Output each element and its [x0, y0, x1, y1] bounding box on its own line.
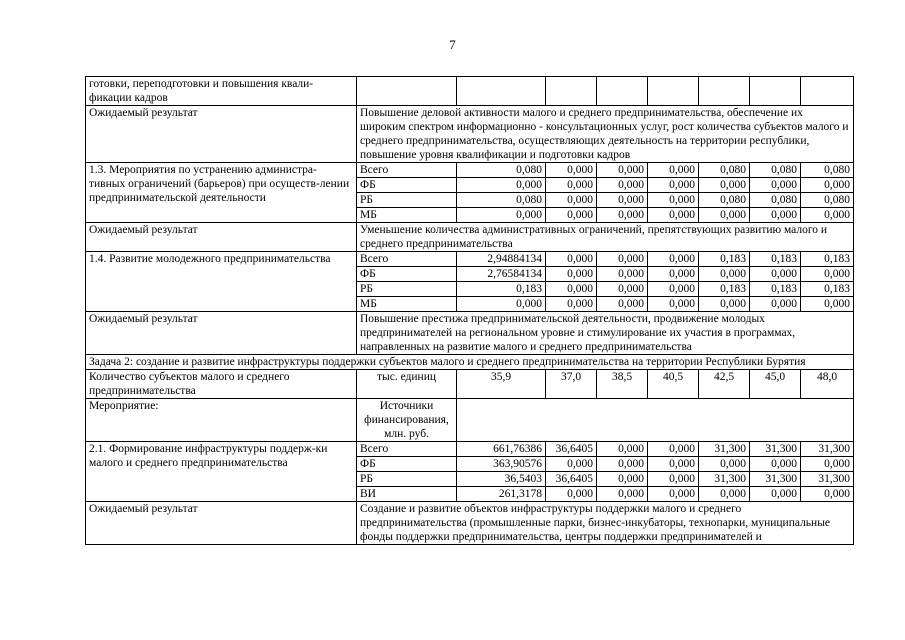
funding-sources-header: Источники финансирования, млн. руб.	[357, 399, 457, 442]
funding-value: 0,000	[546, 163, 597, 178]
funding-value: 0,000	[648, 457, 699, 472]
funding-total: 0,000	[457, 208, 546, 223]
table-row	[86, 312, 854, 355]
funding-total: 363,90576	[457, 457, 546, 472]
funding-value: 0,000	[648, 282, 699, 297]
funding-source: Всего	[357, 252, 457, 267]
funding-total: 2,76584134	[457, 267, 546, 282]
funding-value: 0,000	[546, 457, 597, 472]
indicator-label: Количество субъектов малого и среднего предпринимательства	[86, 370, 357, 399]
funding-total: 0,000	[457, 178, 546, 193]
page-number: 7	[449, 37, 456, 52]
funding-value: 0,183	[699, 282, 750, 297]
expected-result-label: Ожидаемый результат	[86, 312, 357, 355]
program-table	[85, 76, 854, 545]
funding-value: 0,183	[750, 282, 801, 297]
funding-value: 0,000	[597, 163, 648, 178]
funding-source: ФБ	[357, 267, 457, 282]
funding-source: ВИ	[357, 487, 457, 502]
funding-value: 0,000	[648, 252, 699, 267]
funding-source: ФБ	[357, 457, 457, 472]
funding-value: 0,000	[801, 267, 854, 282]
funding-value: 0,080	[801, 193, 854, 208]
funding-source: МБ	[357, 208, 457, 223]
table-row	[86, 252, 854, 267]
funding-value: 0,000	[750, 267, 801, 282]
table-row	[86, 399, 854, 442]
funding-value: 36,6405	[546, 472, 597, 487]
expected-result-text: Уменьшение количества административных ограничений, препятствующих развитию малого и среднего предпринимательства	[357, 223, 854, 252]
funding-value: 0,080	[750, 193, 801, 208]
table-row	[86, 77, 854, 106]
funding-value: 0,000	[597, 282, 648, 297]
table-row	[86, 223, 854, 252]
funding-source: РБ	[357, 472, 457, 487]
indicator-value: 48,0	[801, 370, 854, 399]
funding-value: 0,000	[648, 297, 699, 312]
funding-value: 31,300	[699, 442, 750, 457]
funding-value: 0,000	[546, 267, 597, 282]
funding-value: 0,000	[597, 178, 648, 193]
funding-source: Всего	[357, 442, 457, 457]
funding-value: 0,000	[750, 208, 801, 223]
funding-value: 0,000	[648, 442, 699, 457]
table-row	[86, 163, 854, 178]
expected-result-text: Повышение престижа предпринимательской деятельности, продвижение молодых предпринимателей на региональном уровне и стимулирование их участия в программах, направленных на развитие малого и среднего предпринимательства	[357, 312, 854, 355]
expected-result-label: Ожидаемый результат	[86, 223, 357, 252]
funding-value: 0,000	[597, 267, 648, 282]
funding-value: 31,300	[699, 472, 750, 487]
funding-total: 0,080	[457, 163, 546, 178]
expected-result-text: Повышение деловой активности малого и среднего предпринимательства, обеспечение их широким спектром информационно - консультационных услуг, рост количества субъектов малого и среднего предпринимательства, осуществляющих деятельность на территории республики, повышение уровня квалификации и подготовки кадров	[357, 106, 854, 163]
table-row	[86, 442, 854, 457]
funding-total: 0,080	[457, 193, 546, 208]
funding-total: 2,94884134	[457, 252, 546, 267]
funding-value: 31,300	[750, 472, 801, 487]
funding-value: 0,000	[699, 487, 750, 502]
funding-value: 0,183	[750, 252, 801, 267]
funding-value: 0,000	[801, 297, 854, 312]
funding-total: 36,5403	[457, 472, 546, 487]
funding-source: МБ	[357, 297, 457, 312]
row-label: готовки, переподготовки и повышения квали-фикации кадров	[86, 77, 357, 106]
funding-total: 0,000	[457, 297, 546, 312]
funding-value: 0,000	[801, 487, 854, 502]
funding-value: 0,000	[546, 208, 597, 223]
table-row	[86, 502, 854, 545]
funding-value: 0,000	[801, 208, 854, 223]
funding-value: 36,6405	[546, 442, 597, 457]
expected-result-label: Ожидаемый результат	[86, 502, 357, 545]
activity-label: 2.1. Формирование инфраструктуры поддерж-ки малого и среднего предпринимательства	[86, 442, 357, 502]
funding-value: 0,000	[648, 163, 699, 178]
funding-value: 0,000	[546, 252, 597, 267]
indicator-value: 42,5	[699, 370, 750, 399]
funding-value: 31,300	[801, 442, 854, 457]
funding-value: 0,183	[801, 252, 854, 267]
empty-cell	[457, 399, 854, 442]
indicator-value: 37,0	[546, 370, 597, 399]
funding-source: РБ	[357, 282, 457, 297]
table-row	[86, 355, 854, 370]
funding-value: 0,000	[546, 282, 597, 297]
funding-value: 0,080	[699, 163, 750, 178]
funding-source: РБ	[357, 193, 457, 208]
funding-value: 0,000	[546, 178, 597, 193]
funding-value: 0,080	[750, 163, 801, 178]
indicator-value: 38,5	[597, 370, 648, 399]
funding-value: 0,000	[801, 178, 854, 193]
expected-result-label: Ожидаемый результат	[86, 106, 357, 163]
funding-value: 31,300	[750, 442, 801, 457]
funding-value: 0,000	[699, 457, 750, 472]
funding-value: 0,000	[597, 252, 648, 267]
activity-label: 1.4. Развитие молодежного предпринимательства	[86, 252, 357, 312]
funding-value: 0,000	[750, 457, 801, 472]
funding-value: 0,000	[750, 487, 801, 502]
funding-value: 0,000	[597, 442, 648, 457]
funding-value: 0,000	[597, 487, 648, 502]
funding-value: 0,080	[699, 193, 750, 208]
funding-value: 0,000	[750, 297, 801, 312]
funding-value: 0,000	[801, 457, 854, 472]
indicator-value: 45,0	[750, 370, 801, 399]
funding-value: 0,000	[699, 208, 750, 223]
table-row	[86, 370, 854, 399]
funding-source: Всего	[357, 163, 457, 178]
funding-total: 261,3178	[457, 487, 546, 502]
funding-value: 0,000	[597, 208, 648, 223]
funding-value: 0,183	[699, 252, 750, 267]
funding-value: 0,000	[648, 193, 699, 208]
funding-value: 0,000	[648, 472, 699, 487]
event-label: Мероприятие:	[86, 399, 357, 442]
funding-value: 0,000	[648, 178, 699, 193]
funding-total: 0,183	[457, 282, 546, 297]
indicator-unit: тыс. единиц	[357, 370, 457, 399]
funding-value: 0,183	[801, 282, 854, 297]
indicator-value: 35,9	[457, 370, 546, 399]
funding-value: 0,000	[597, 457, 648, 472]
funding-value: 0,000	[699, 178, 750, 193]
funding-value: 0,000	[648, 487, 699, 502]
funding-value: 0,080	[801, 163, 854, 178]
funding-value: 0,000	[546, 193, 597, 208]
funding-value: 0,000	[750, 178, 801, 193]
task-heading: Задача 2: создание и развитие инфраструктуры поддержки субъектов малого и среднего предпринимательства на территории Республики Бурятия	[86, 355, 854, 370]
funding-value: 0,000	[546, 297, 597, 312]
indicator-value: 40,5	[648, 370, 699, 399]
funding-value: 0,000	[597, 472, 648, 487]
funding-value: 0,000	[648, 208, 699, 223]
table-row	[86, 106, 854, 163]
funding-value: 0,000	[648, 267, 699, 282]
funding-value: 0,000	[546, 487, 597, 502]
funding-value: 31,300	[801, 472, 854, 487]
funding-value: 0,000	[699, 297, 750, 312]
funding-value: 0,000	[597, 193, 648, 208]
funding-value: 0,000	[699, 267, 750, 282]
activity-label: 1.3. Мероприятия по устранению администра-тивных ограничений (барьеров) при осуществ-лении предпринимательской деятельности	[86, 163, 357, 223]
funding-total: 661,76386	[457, 442, 546, 457]
funding-value: 0,000	[597, 297, 648, 312]
expected-result-text: Создание и развитие объектов инфраструктуры поддержки малого и среднего предпринимательства (промышленные парки, бизнес-инкубаторы, технопарки, муниципальные фонды поддержки предпринимательства, центры поддержки предпринимателей и	[357, 502, 854, 545]
funding-source: ФБ	[357, 178, 457, 193]
